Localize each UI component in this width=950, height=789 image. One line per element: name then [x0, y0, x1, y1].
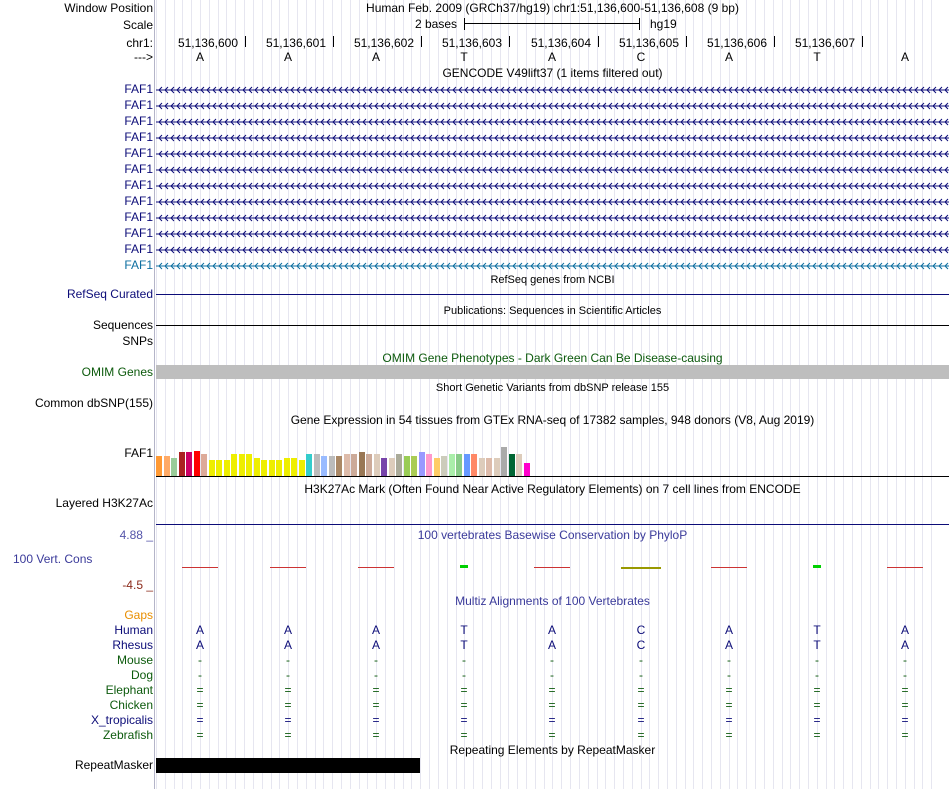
gencode-title[interactable]: GENCODE V49lift37 (1 items filtered out): [442, 66, 663, 80]
multiz-base: =: [284, 713, 292, 727]
multiz-base: =: [372, 698, 380, 712]
gtex-tissue-bar[interactable]: [164, 456, 170, 476]
gtex-tissue-bar[interactable]: [441, 456, 447, 476]
multiz-base: =: [725, 683, 733, 697]
gtex-tissue-bar[interactable]: [209, 460, 215, 476]
gtex-tissue-bar[interactable]: [411, 456, 417, 476]
gtex-tissue-bar[interactable]: [434, 458, 440, 476]
gencode-gene-label[interactable]: FAF1: [124, 258, 153, 272]
gtex-tissue-bar[interactable]: [486, 458, 492, 476]
multiz-base: C: [636, 623, 646, 637]
multiz-base: -: [374, 653, 378, 667]
multiz-species-label[interactable]: Zebrafish: [102, 728, 153, 742]
base-letter: A: [371, 50, 380, 64]
window-position-label: Window Position: [64, 1, 153, 15]
gencode-gene-label[interactable]: FAF1: [124, 130, 153, 144]
multiz-species-label[interactable]: Elephant: [105, 683, 153, 697]
multiz-base: =: [460, 728, 468, 742]
gencode-gene-label[interactable]: FAF1: [124, 226, 153, 240]
multiz-base: -: [198, 668, 202, 682]
multiz-base: -: [198, 653, 202, 667]
gtex-tissue-bar[interactable]: [366, 454, 372, 476]
multiz-species-label[interactable]: X_tropicalis: [90, 713, 153, 727]
multiz-base: -: [639, 668, 643, 682]
multiz-base: =: [725, 713, 733, 727]
gencode-gene-feature[interactable]: [156, 259, 949, 273]
multiz-base: A: [283, 638, 292, 652]
multiz-base: -: [903, 668, 907, 682]
coordinate-label: 51,136,606: [706, 36, 767, 50]
multiz-base: =: [196, 683, 204, 697]
phylop-score-mark[interactable]: [358, 567, 394, 568]
multiz-base: A: [371, 623, 380, 637]
gencode-gene-feature[interactable]: [156, 227, 949, 241]
multiz-base: T: [460, 638, 468, 652]
phylop-score-mark[interactable]: [621, 567, 661, 569]
multiz-base: -: [815, 668, 819, 682]
gencode-gene-label[interactable]: FAF1: [124, 210, 153, 224]
gtex-tissue-bar[interactable]: [374, 454, 380, 476]
gtex-tissue-bar[interactable]: [276, 460, 282, 476]
gtex-title[interactable]: Gene Expression in 54 tissues from GTEx RNA-seq of 17382 samples, 948 donors (V8, Aug 2019): [290, 413, 815, 427]
phylop-score-mark[interactable]: [813, 565, 821, 568]
gtex-tissue-bar[interactable]: [516, 454, 522, 476]
base-letter: T: [813, 50, 821, 64]
gencode-gene-feature[interactable]: [156, 163, 949, 177]
multiz-base: -: [550, 653, 554, 667]
gtex-tissue-bar[interactable]: [456, 454, 462, 476]
multiz-base: =: [548, 683, 556, 697]
gencode-gene-feature[interactable]: [156, 195, 949, 209]
multiz-base: =: [637, 728, 645, 742]
multiz-base: =: [813, 728, 821, 742]
multiz-base: =: [637, 713, 645, 727]
window-position-text: Human Feb. 2009 (GRCh37/hg19) chr1:51,136,600-51,136,608 (9 bp): [366, 1, 739, 15]
base-letter: A: [547, 50, 556, 64]
gtex-tissue-bar[interactable]: [336, 456, 342, 476]
multiz-base: A: [195, 623, 204, 637]
gtex-tissue-bar[interactable]: [194, 451, 200, 476]
gtex-tissue-bar[interactable]: [359, 452, 365, 476]
gtex-tissue-bar[interactable]: [201, 454, 207, 476]
multiz-base: =: [372, 728, 380, 742]
phylop-score-mark[interactable]: [460, 565, 468, 568]
coordinate-label: 51,136,607: [794, 36, 855, 50]
coordinate-tick: [862, 36, 863, 47]
gtex-tissue-bar[interactable]: [501, 447, 507, 476]
multiz-base: -: [639, 653, 643, 667]
multiz-base: =: [460, 683, 468, 697]
multiz-base: =: [284, 698, 292, 712]
gtex-tissue-bar[interactable]: [246, 454, 252, 476]
coordinate-label: 51,136,600: [177, 36, 238, 50]
gtex-tissue-bar[interactable]: [216, 460, 222, 476]
gtex-tissue-bar[interactable]: [351, 454, 357, 476]
gtex-tissue-bar[interactable]: [404, 456, 410, 476]
scale-assembly: hg19: [650, 17, 677, 31]
gtex-tissue-bar[interactable]: [239, 454, 245, 476]
multiz-base: =: [637, 683, 645, 697]
multiz-base: A: [547, 638, 556, 652]
repeatmasker-title[interactable]: Repeating Elements by RepeatMasker: [449, 743, 656, 757]
phylop-title[interactable]: 100 vertebrates Basewise Conservation by PhyloP: [417, 528, 688, 542]
multiz-base: =: [813, 713, 821, 727]
coordinate-label: 51,136,604: [530, 36, 591, 50]
scale-bar-right: [639, 18, 640, 30]
multiz-base: -: [286, 653, 290, 667]
multiz-base: A: [195, 638, 204, 652]
gencode-gene-feature[interactable]: [156, 179, 949, 193]
gtex-tissue-bar[interactable]: [284, 458, 290, 476]
gencode-gene-feature[interactable]: [156, 147, 949, 161]
gtex-expression-bars[interactable]: [156, 429, 556, 476]
multiz-base: =: [460, 698, 468, 712]
gtex-tissue-bar[interactable]: [464, 454, 470, 476]
gtex-tissue-bar[interactable]: [291, 458, 297, 476]
phylop-score-mark[interactable]: [711, 567, 747, 568]
multiz-base: =: [813, 698, 821, 712]
gencode-gene-label[interactable]: FAF1: [124, 98, 153, 112]
gtex-tissue-bar[interactable]: [396, 454, 402, 476]
multiz-base: A: [371, 638, 380, 652]
gencode-gene-label[interactable]: FAF1: [124, 194, 153, 208]
omim-title[interactable]: OMIM Gene Phenotypes - Dark Green Can Be Disease-causing: [382, 351, 723, 365]
multiz-base: =: [372, 683, 380, 697]
multiz-base: =: [901, 713, 909, 727]
gtex-tissue-bar[interactable]: [381, 458, 387, 476]
multiz-base: T: [813, 623, 821, 637]
gtex-baseline: [156, 476, 949, 477]
multiz-base: -: [727, 668, 731, 682]
refseq-label[interactable]: RefSeq Curated: [66, 287, 153, 301]
h3k27ac-baseline: [156, 524, 949, 525]
gencode-gene-feature[interactable]: [156, 99, 949, 113]
multiz-base: -: [550, 668, 554, 682]
multiz-base: =: [196, 698, 204, 712]
repeatmasker-label[interactable]: RepeatMasker: [74, 758, 153, 772]
gtex-tissue-bar[interactable]: [306, 454, 312, 476]
multiz-base: A: [547, 623, 556, 637]
multiz-base: C: [636, 638, 646, 652]
scale-label: Scale: [122, 18, 153, 32]
multiz-base: =: [637, 698, 645, 712]
multiz-base: -: [903, 653, 907, 667]
multiz-base: A: [900, 638, 909, 652]
gencode-gene-label[interactable]: FAF1: [124, 82, 153, 96]
base-letter: T: [460, 50, 468, 64]
gtex-tissue-bar[interactable]: [329, 456, 335, 476]
coordinate-label: 51,136,603: [441, 36, 502, 50]
phylop-score-mark[interactable]: [182, 567, 218, 568]
gtex-tissue-bar[interactable]: [231, 454, 237, 476]
multiz-base: T: [813, 638, 821, 652]
multiz-base: =: [548, 698, 556, 712]
gencode-gene-feature[interactable]: [156, 131, 949, 145]
gtex-tissue-bar[interactable]: [426, 454, 432, 476]
gtex-tissue-bar[interactable]: [299, 460, 305, 476]
refseq-title[interactable]: RefSeq genes from NCBI: [490, 274, 615, 286]
multiz-base: -: [462, 653, 466, 667]
snps-label[interactable]: SNPs: [122, 334, 153, 348]
multiz-base: =: [548, 713, 556, 727]
multiz-species-label[interactable]: Dog: [130, 668, 153, 682]
coordinate-label: 51,136,601: [265, 36, 326, 50]
h3k27ac-label[interactable]: Layered H3K27Ac: [55, 496, 153, 510]
sequences-line[interactable]: [156, 325, 949, 326]
multiz-base: =: [725, 698, 733, 712]
multiz-title[interactable]: Multiz Alignments of 100 Vertebrates: [455, 594, 650, 608]
multiz-base: A: [283, 623, 292, 637]
gencode-gene-feature[interactable]: [156, 115, 949, 129]
gencode-gene-label[interactable]: FAF1: [124, 162, 153, 176]
multiz-base: A: [900, 623, 909, 637]
gencode-gene-feature[interactable]: [156, 243, 949, 257]
gtex-tissue-bar[interactable]: [389, 458, 395, 476]
gtex-tissue-bar[interactable]: [419, 452, 425, 476]
omim-bar[interactable]: [156, 365, 949, 379]
gaps-label: Gaps: [124, 608, 153, 622]
gtex-tissue-bar[interactable]: [471, 454, 477, 476]
gtex-tissue-bar[interactable]: [261, 460, 267, 476]
multiz-base: =: [372, 713, 380, 727]
multiz-base: -: [727, 653, 731, 667]
gtex-tissue-bar[interactable]: [171, 458, 177, 476]
multiz-base: =: [901, 728, 909, 742]
gtex-tissue-bar[interactable]: [479, 458, 485, 476]
dbsnp-label[interactable]: Common dbSNP(155): [34, 396, 153, 410]
multiz-base: =: [548, 728, 556, 742]
repeat-element[interactable]: [156, 758, 420, 773]
gencode-gene-feature[interactable]: [156, 83, 949, 97]
phylop-label[interactable]: 100 Vert. Cons: [13, 552, 93, 566]
coordinate-label: 51,136,602: [353, 36, 414, 50]
gtex-tissue-bar[interactable]: [344, 454, 350, 476]
multiz-base: T: [460, 623, 468, 637]
gtex-tissue-bar[interactable]: [494, 458, 500, 476]
gencode-gene-feature[interactable]: [156, 211, 949, 225]
publications-title[interactable]: Publications: Sequences in Scientific Articles: [443, 305, 662, 317]
multiz-base: =: [284, 683, 292, 697]
gtex-tissue-bar[interactable]: [254, 458, 260, 476]
gencode-gene-label[interactable]: FAF1: [124, 114, 153, 128]
multiz-base: =: [901, 698, 909, 712]
phylop-min-label: -4.5 _: [122, 578, 153, 592]
multiz-base: -: [374, 668, 378, 682]
phylop-score-mark[interactable]: [534, 567, 570, 568]
multiz-species-label[interactable]: Rhesus: [112, 638, 153, 652]
strand-label: --->: [134, 50, 153, 64]
multiz-base: =: [460, 713, 468, 727]
gtex-tissue-bar[interactable]: [156, 456, 162, 476]
multiz-base: =: [725, 728, 733, 742]
dbsnp-title[interactable]: Short Genetic Variants from dbSNP release 155: [435, 382, 670, 394]
multiz-base: -: [462, 668, 466, 682]
gtex-tissue-bar[interactable]: [224, 460, 230, 476]
chrom-label: chr1:: [126, 36, 153, 50]
multiz-species-label[interactable]: Human: [114, 623, 153, 637]
gtex-tissue-bar[interactable]: [269, 460, 275, 476]
multiz-base: -: [286, 668, 290, 682]
phylop-score-mark[interactable]: [887, 567, 923, 568]
base-letter: A: [900, 50, 909, 64]
multiz-base: A: [724, 623, 733, 637]
gencode-gene-label[interactable]: FAF1: [124, 242, 153, 256]
multiz-base: -: [815, 653, 819, 667]
multiz-base: =: [196, 728, 204, 742]
gtex-tissue-bar[interactable]: [314, 454, 320, 476]
gtex-tissue-bar[interactable]: [509, 454, 515, 476]
omim-label[interactable]: OMIM Genes: [81, 365, 153, 379]
base-letter: A: [283, 50, 292, 64]
coordinate-label: 51,136,605: [618, 36, 679, 50]
sequences-label[interactable]: Sequences: [92, 318, 153, 332]
scale-text: 2 bases: [415, 17, 458, 31]
gencode-gene-label[interactable]: FAF1: [124, 146, 153, 160]
label-divider[interactable]: [154, 0, 155, 789]
multiz-species-label[interactable]: Chicken: [109, 698, 153, 712]
gtex-tissue-bar[interactable]: [179, 452, 185, 476]
base-letter: A: [724, 50, 733, 64]
refseq-line[interactable]: [156, 294, 949, 295]
gtex-tissue-bar[interactable]: [186, 452, 192, 476]
gtex-tissue-bar[interactable]: [321, 456, 327, 476]
base-letter: A: [195, 50, 204, 64]
multiz-base: =: [284, 728, 292, 742]
gtex-tissue-bar[interactable]: [449, 454, 455, 476]
phylop-score-mark[interactable]: [270, 567, 306, 568]
h3k27ac-title[interactable]: H3K27Ac Mark (Often Found Near Active Regulatory Elements) on 7 cell lines from ENCODE: [304, 482, 801, 496]
gtex-label[interactable]: FAF1: [124, 446, 153, 460]
base-letter: C: [636, 50, 646, 64]
multiz-base: =: [196, 713, 204, 727]
gencode-gene-label[interactable]: FAF1: [124, 178, 153, 192]
multiz-base: =: [813, 683, 821, 697]
scale-bar: [464, 23, 640, 24]
multiz-base: =: [901, 683, 909, 697]
multiz-base: A: [724, 638, 733, 652]
gtex-tissue-bar[interactable]: [524, 463, 530, 476]
multiz-species-label[interactable]: Mouse: [116, 653, 153, 667]
scale-bar-left: [464, 18, 465, 30]
phylop-max-label: 4.88 _: [119, 528, 153, 542]
